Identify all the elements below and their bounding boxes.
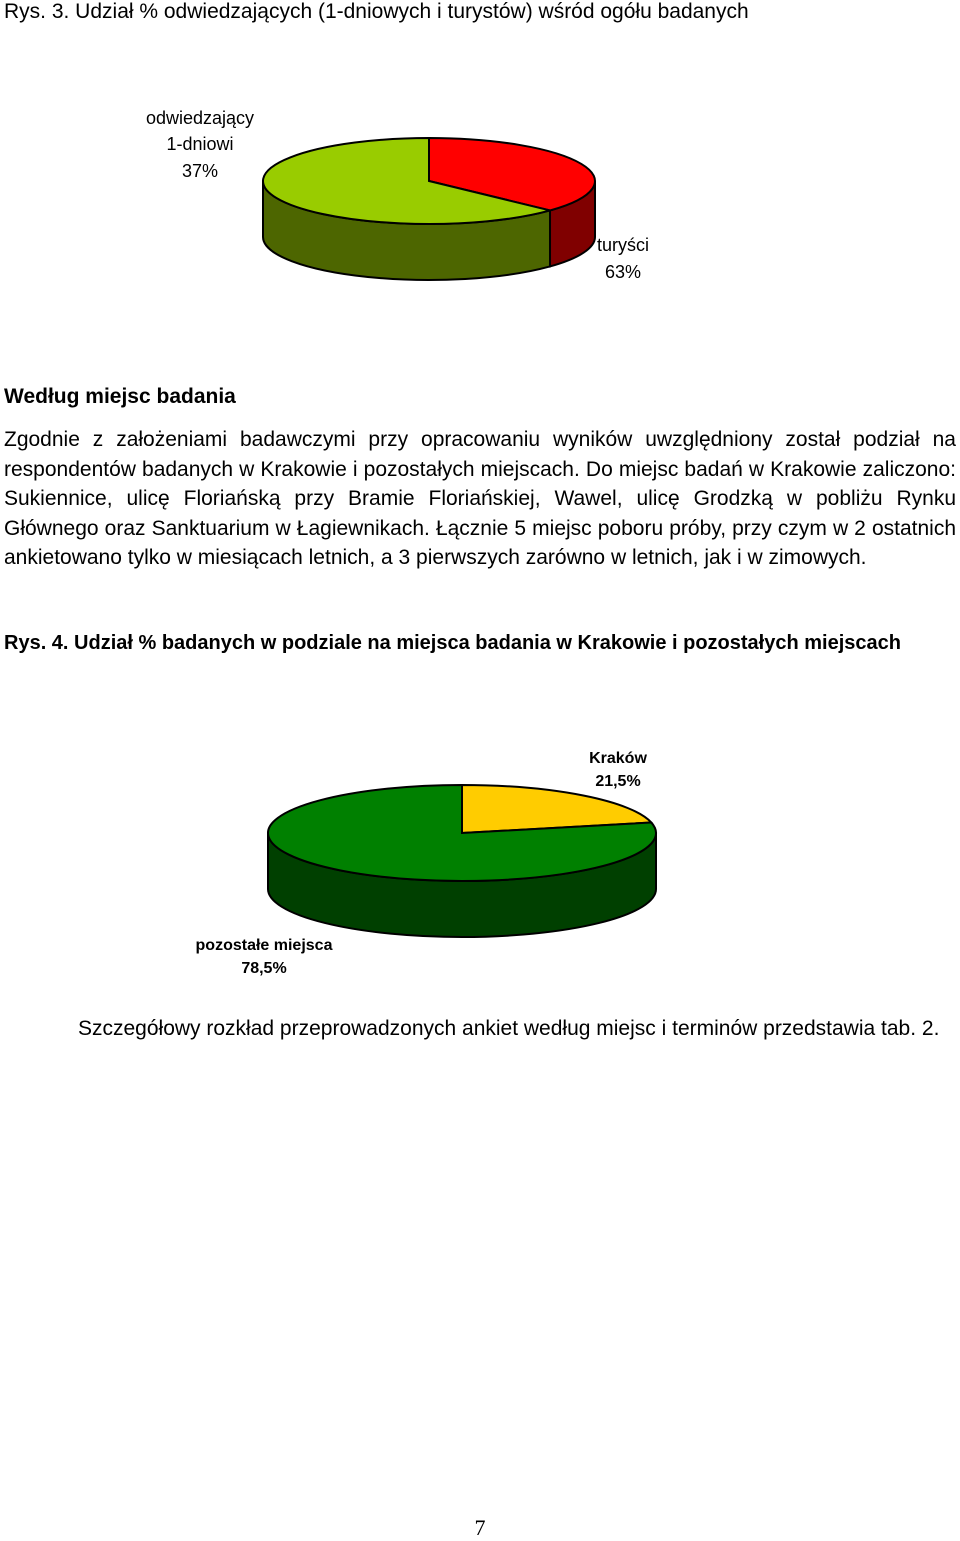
pie-chart-locations — [268, 785, 656, 937]
chart3-label-value2: 63% — [604, 262, 642, 282]
chart3-label-value1: 37% — [181, 161, 219, 181]
figure3-caption: Rys. 3. Udział % odwiedzających (1-dniowych i turystów) wśród ogółu badanych — [4, 0, 749, 23]
closing-paragraph — [4, 1014, 956, 1043]
chart3-label-line2: 1-dniowi — [166, 134, 234, 154]
body-paragraph — [4, 425, 956, 573]
chart4-label-value2: 78,5% — [241, 960, 287, 977]
chart4-label-value1: 21,5% — [595, 773, 641, 790]
section-heading: Według miejsc badania — [4, 385, 236, 408]
page-number: 7 — [474, 1515, 486, 1540]
body-paragraph-text: Zgodnie z założeniami badawczymi przy opracowaniu wyników uwzględniony został podział na respondentów badanych w Krakowie i pozostałych miejscach. Do miejsc badań w Krakowie zaliczono: Sukiennice, ulicę Floriańską przy Bramie Floriańskiej, Wawel, ulicę Grodzką w pobliżu Rynku Głównego oraz Sanktuarium w Łagiewnikach. Łącznie 5 miejsc poboru próby, przy czym w 2 ostatnich ankietowano tylko w miesiącach letnich, a 3 pierwszych zarówno w letnich, jak i w zimowych. — [4, 428, 956, 569]
chart3-label-line1: odwiedzający — [145, 108, 255, 128]
figure4-caption: Rys. 4. Udział % badanych w podziale na miejsca badania w Krakowie i pozostałych miejscach — [4, 632, 901, 654]
pie-chart-visitors — [263, 138, 595, 280]
chart4-label-other: pozostałe miejsca — [195, 937, 333, 954]
chart4-label-krakow: Kraków — [589, 750, 647, 767]
closing-text: Szczegółowy rozkład przeprowadzonych ankiet według miejsc i terminów przedstawia tab. 2. — [78, 1017, 940, 1040]
chart3-label-tourists: turyści — [596, 235, 650, 255]
